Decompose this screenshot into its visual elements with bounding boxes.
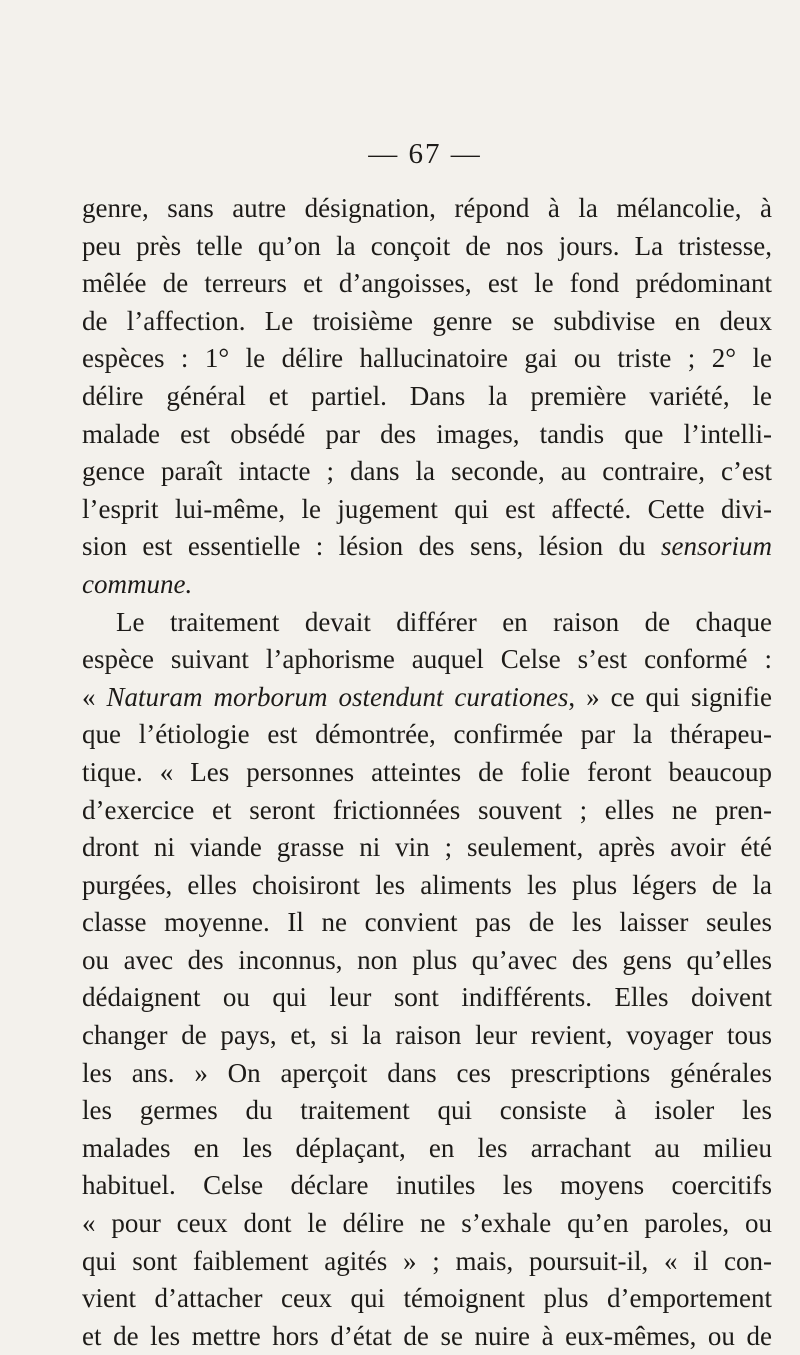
text-line: d’exercice et seront frictionnées souvent ; elles ne pren- — [82, 794, 772, 825]
text-line: l’esprit lui-même, le jugement qui est affecté. Cette divi- — [82, 493, 772, 524]
text-line: que l’étiologie est démontrée, confirmée par la thérapeu- — [82, 719, 772, 750]
text-line: et de les mettre hors d’état de se nuire à eux-mêmes, ou de — [82, 1320, 772, 1351]
text-line: malades en les déplaçant, en les arrachant au milieu — [82, 1132, 772, 1163]
text-line: vient d’attacher ceux qui témoignent plus d’emportement — [82, 1283, 772, 1314]
text-line: dédaignent ou qui leur sont indifférents. Elles doivent — [82, 982, 772, 1013]
text-line: délire général et partiel. Dans la première variété, le — [82, 380, 772, 411]
text-line: habituel. Celse déclare inutiles les moyens coercitifs — [82, 1170, 772, 1201]
text-line: mêlée de terreurs et d’angoisses, est le fond prédominant — [82, 268, 772, 299]
paragraph-start-line: Le traitement devait différer en raison de chaque — [116, 606, 772, 637]
text-line: gence paraît intacte ; dans la seconde, au contraire, c’est — [82, 456, 772, 487]
text-line: « pour ceux dont le délire ne s’exhale qu’en paroles, ou — [82, 1208, 772, 1239]
text-line: tique. « Les personnes atteintes de folie feront beaucoup — [82, 756, 772, 787]
text-line: espèce suivant l’aphorisme auquel Celse s’est conformé : — [82, 644, 772, 675]
text-line: dront ni viande grasse ni vin ; seulement, après avoir été — [82, 832, 772, 863]
italic-aphorism: Naturam morborum ostendunt curationes — [106, 681, 569, 712]
text-line — [82, 566, 772, 604]
text-line-sensorium — [82, 528, 772, 566]
text-line: les ans. » On aperçoit dans ces prescriptions générales — [82, 1057, 772, 1088]
text-segment: sion est essentielle : lésion des sens, lésion du — [82, 531, 646, 562]
text-line-aphorism — [82, 679, 772, 717]
italic-term: sensorium — [660, 531, 772, 562]
text-line: peu près telle qu’on la conçoit de nos jours. La tristesse, — [82, 230, 772, 261]
quote-open: « — [82, 681, 96, 712]
text-line: de l’affection. Le troisième genre se subdivise en deux — [82, 305, 772, 336]
italic-term: commune. — [82, 568, 193, 599]
text-line: genre, sans autre désignation, répond à la mélancolie, à — [82, 193, 772, 223]
text-line: malade est obsédé par des images, tandis que l’intelli- — [82, 418, 772, 449]
text-line: purgées, elles choisiront les aliments les plus légers de la — [82, 869, 772, 900]
text-line: qui sont faiblement agités » ; mais, poursuit-il, « il con- — [82, 1245, 772, 1276]
text-line: changer de pays, et, si la raison leur revient, voyager tous — [82, 1020, 772, 1051]
text-line: les germes du traitement qui consiste à isoler les — [82, 1095, 772, 1126]
text-segment: , » ce qui signifie — [568, 681, 772, 712]
text-line: ou avec des inconnus, non plus qu’avec des gens qu’elles — [82, 944, 772, 975]
text-line: classe moyenne. Il ne convient pas de les laisser seules — [82, 907, 772, 938]
body-text — [82, 190, 772, 1355]
text-line: espèces : 1° le délire hallucinatoire gai ou triste ; 2° le — [82, 343, 772, 374]
page-number: — 67 — — [368, 138, 482, 170]
